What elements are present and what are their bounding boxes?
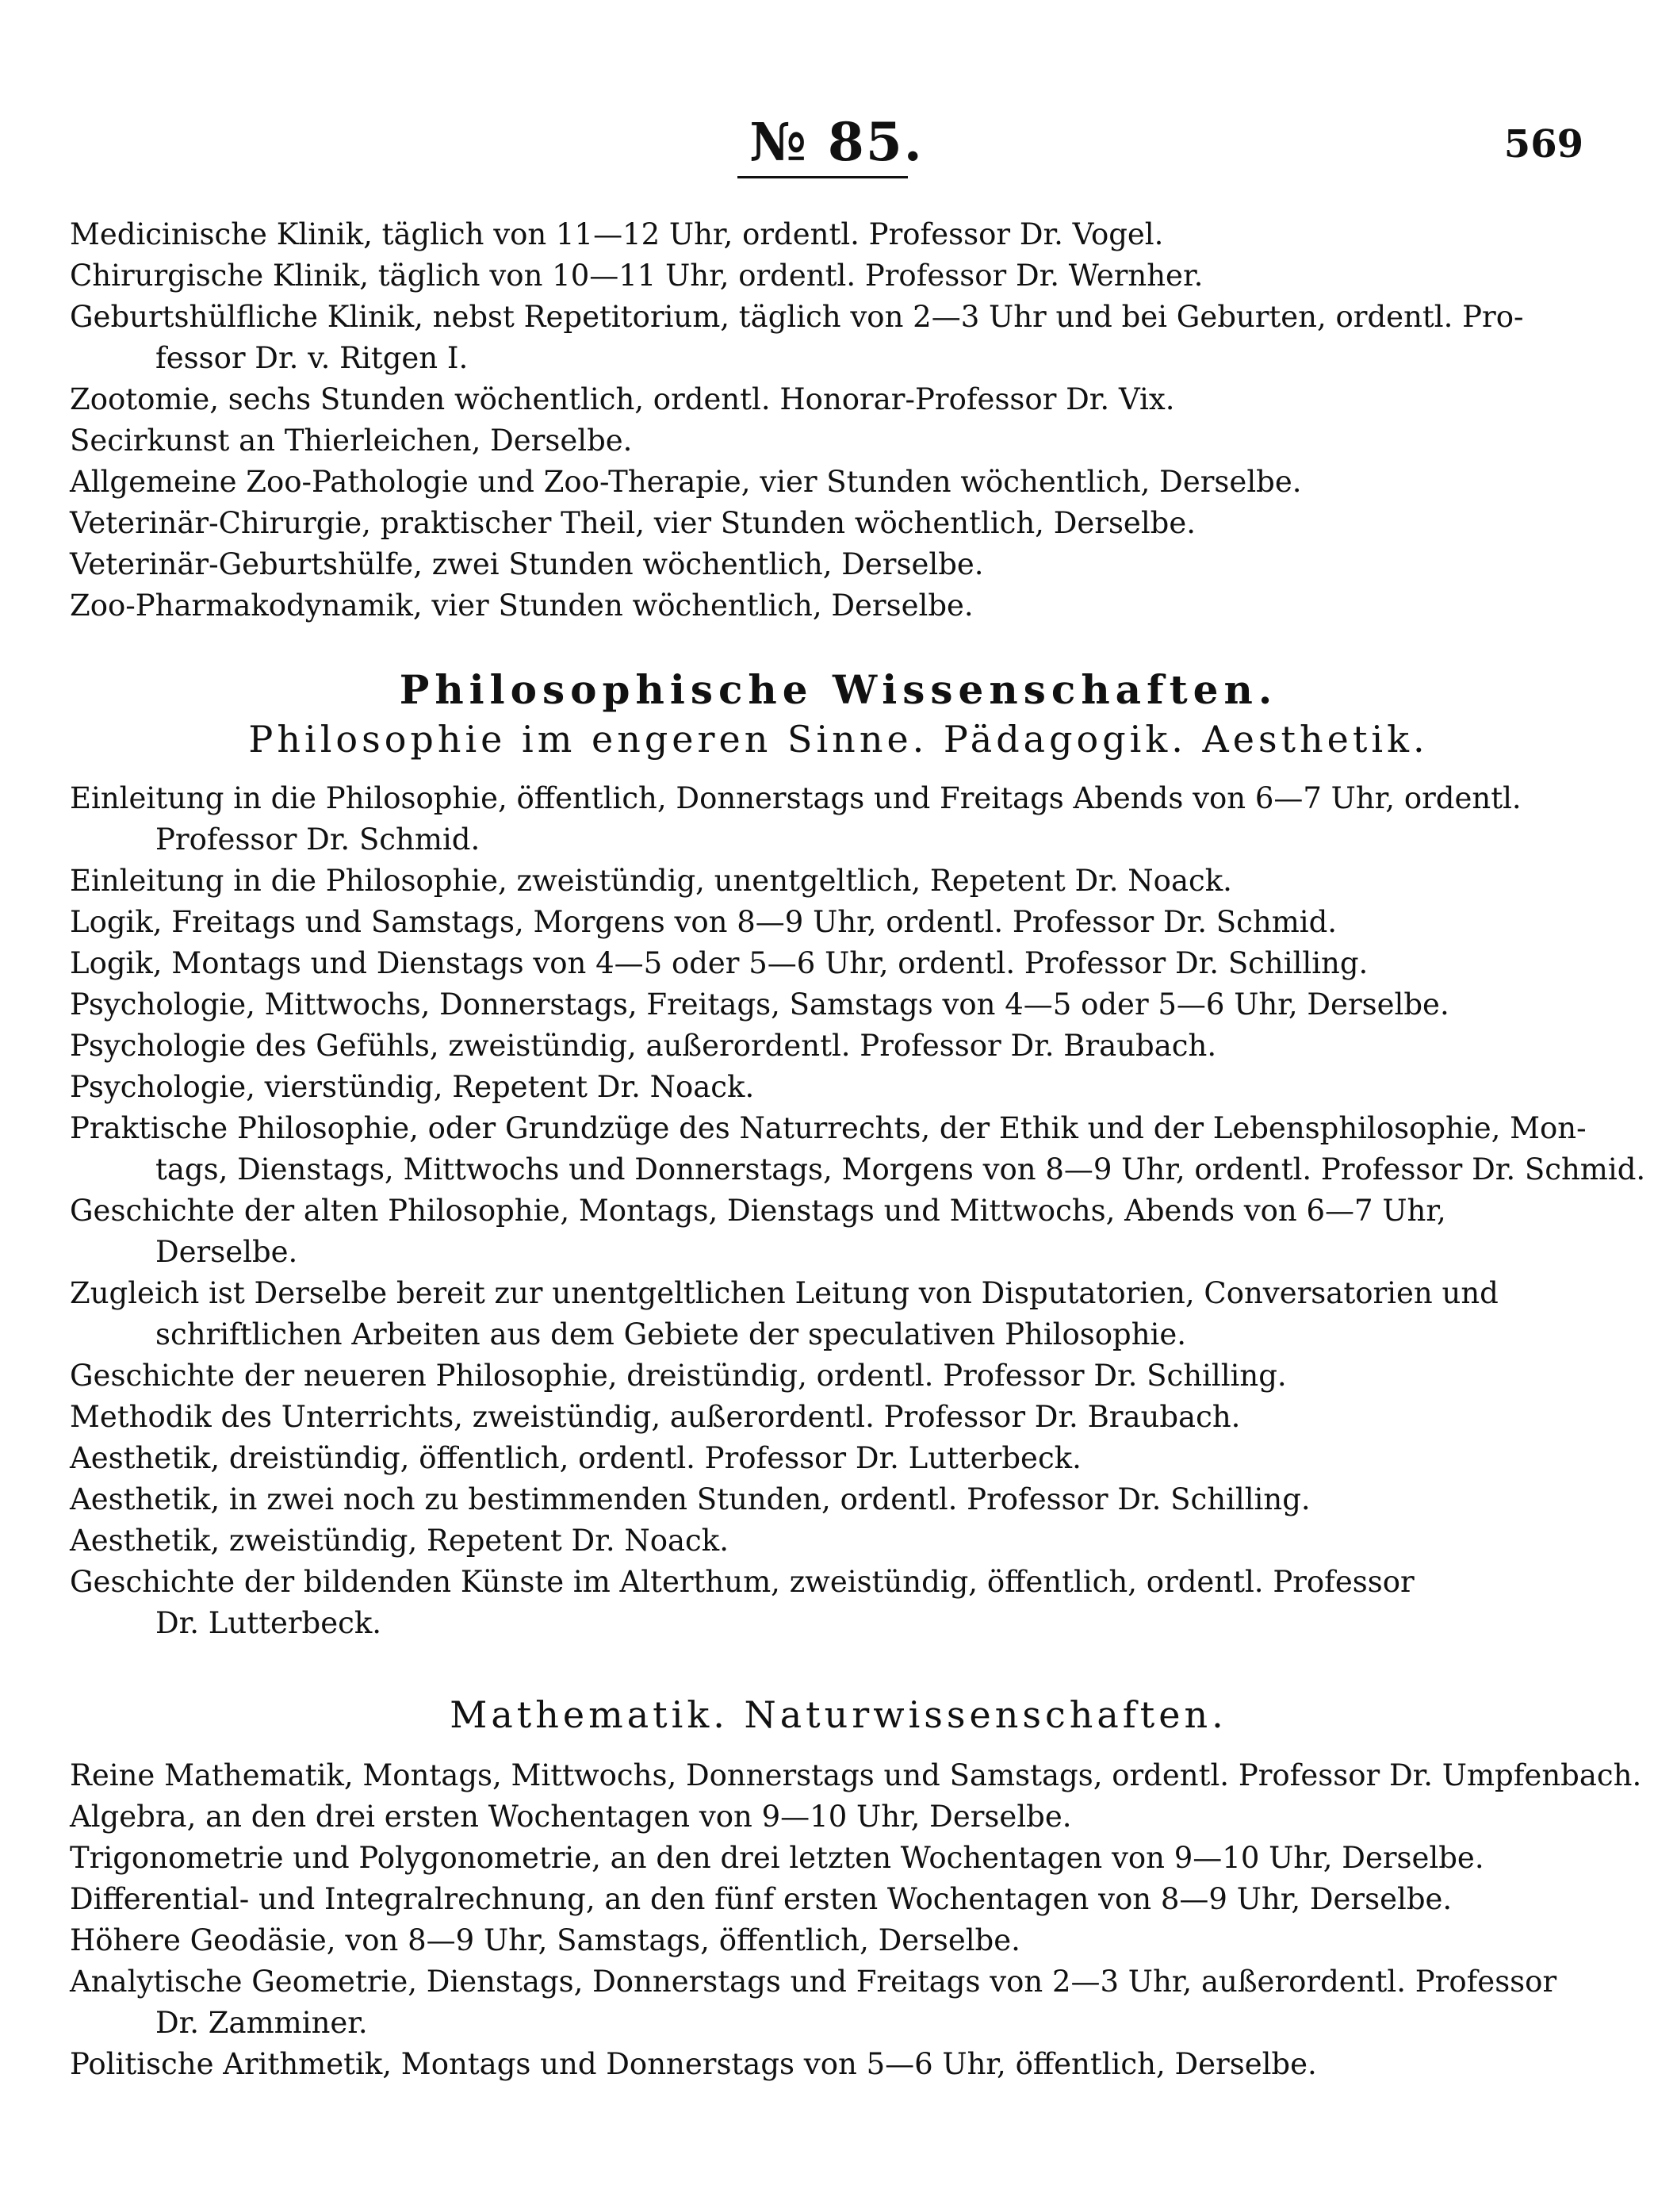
course-entry: Geschichte der alten Philosophie, Montags, Dienstags und Mittwochs, Abends von 6—7 Uhr, — [70, 1194, 1446, 1228]
course-entry: Allgemeine Zoo-Pathologie und Zoo-Therapie, vier Stunden wöchentlich, Derselbe. — [70, 465, 1302, 499]
course-entry: Zootomie, sechs Stunden wöchentlich, ordentl. Honorar-Professor Dr. Vix. — [70, 382, 1175, 416]
course-entry: Secirkunst an Thierleichen, Derselbe. — [70, 424, 633, 458]
course-entry: Geschichte der bildenden Künste im Alterthum, zweistündig, öffentlich, ordentl. Professor — [70, 1565, 1415, 1599]
mathematics-section — [0, 1693, 1677, 2085]
course-entry: Politische Arithmetik, Montags und Donnerstags von 5—6 Uhr, öffentlich, Derselbe. — [70, 2047, 1317, 2081]
course-entry: Veterinär-Geburtshülfe, zwei Stunden wöchentlich, Derselbe. — [70, 547, 984, 581]
philosophy-section — [0, 666, 1677, 1644]
course-entry: Analytische Geometrie, Dienstags, Donnerstags und Freitags von 2—3 Uhr, außerordentl. Professor — [70, 1965, 1557, 1999]
course-entry-continuation: Professor Dr. Schmid. — [155, 822, 481, 857]
page-header — [0, 111, 1677, 190]
page-number: 569 — [1503, 122, 1583, 167]
course-entry: Aesthetik, in zwei noch zu bestimmenden Stunden, ordentl. Professor Dr. Schilling. — [70, 1482, 1311, 1516]
issue-number: № 85. — [749, 111, 924, 173]
course-entry: Aesthetik, zweistündig, Repetent Dr. Noack. — [70, 1524, 729, 1558]
course-entry: Einleitung in die Philosophie, öffentlich, Donnerstags und Freitags Abends von 6—7 Uhr, ordentl. — [70, 781, 1522, 815]
course-entry: Reine Mathematik, Montags, Mittwochs, Donnerstags und Samstags, ordentl. Professor Dr. Umpfenbach. — [70, 1758, 1642, 1792]
course-entry: Einleitung in die Philosophie, zweistündig, unentgeltlich, Repetent Dr. Noack. — [70, 864, 1232, 898]
course-entry: Methodik des Unterrichts, zweistündig, außerordentl. Professor Dr. Braubach. — [70, 1400, 1241, 1434]
course-entry: Höhere Geodäsie, von 8—9 Uhr, Samstags, öffentlich, Derselbe. — [70, 1923, 1020, 1957]
course-entry-continuation: tags, Dienstags, Mittwochs und Donnerstags, Morgens von 8—9 Uhr, ordentl. Professor Dr. Schmid. — [155, 1152, 1646, 1187]
course-entry: Veterinär-Chirurgie, praktischer Theil, vier Stunden wöchentlich, Derselbe. — [70, 506, 1196, 540]
course-entry-continuation: schriftlichen Arbeiten aus dem Gebiete der speculativen Philosophie. — [155, 1317, 1187, 1351]
course-entry-continuation: Derselbe. — [155, 1235, 298, 1269]
course-entry: Geburtshülfliche Klinik, nebst Repetitorium, täglich von 2—3 Uhr und bei Geburten, ordentl. Pro- — [70, 300, 1524, 334]
course-entry: Praktische Philosophie, oder Grundzüge des Naturrechts, der Ethik und der Lebensphilosophie, Mon- — [70, 1111, 1587, 1145]
course-entry: Logik, Montags und Dienstags von 4—5 oder 5—6 Uhr, ordentl. Professor Dr. Schilling. — [70, 946, 1369, 980]
course-entry: Chirurgische Klinik, täglich von 10—11 Uhr, ordentl. Professor Dr. Wernher. — [70, 259, 1204, 293]
course-entry: Medicinische Klinik, täglich von 11—12 Uhr, ordentl. Professor Dr. Vogel. — [70, 217, 1164, 251]
course-entry: Logik, Freitags und Samstags, Morgens von 8—9 Uhr, ordentl. Professor Dr. Schmid. — [70, 905, 1338, 939]
subsection-title: Philosophie im engeren Sinne. Pädagogik. Aesthetik. — [248, 718, 1429, 761]
medicine-section — [0, 214, 1677, 627]
course-entry: Psychologie, vierstündig, Repetent Dr. Noack. — [70, 1070, 755, 1104]
course-entry: Differential- und Integralrechnung, an den fünf ersten Wochentagen von 8—9 Uhr, Derselbe. — [70, 1882, 1453, 1916]
course-entry: Trigonometrie und Polygonometrie, an den drei letzten Wochentagen von 9—10 Uhr, Derselbe. — [70, 1841, 1484, 1875]
course-entry: Psychologie, Mittwochs, Donnerstags, Freitags, Samstags von 4—5 oder 5—6 Uhr, Derselbe. — [70, 987, 1449, 1022]
course-entry: Algebra, an den drei ersten Wochentagen von 9—10 Uhr, Derselbe. — [70, 1800, 1072, 1834]
course-entry-continuation: fessor Dr. v. Ritgen I. — [155, 341, 469, 375]
subsection-title: Mathematik. Naturwissenschaften. — [450, 1693, 1227, 1736]
course-entry: Zoo-Pharmakodynamik, vier Stunden wöchentlich, Derselbe. — [70, 588, 974, 623]
course-entry: Zugleich ist Derselbe bereit zur unentgeltlichen Leitung von Disputatorien, Conversatorien und — [70, 1276, 1499, 1310]
course-entry-continuation: Dr. Lutterbeck. — [155, 1606, 382, 1640]
section-title: Philosophische Wissenschaften. — [399, 666, 1278, 713]
course-entry-continuation: Dr. Zamminer. — [155, 2006, 368, 2040]
course-entry: Aesthetik, dreistündig, öffentlich, ordentl. Professor Dr. Lutterbeck. — [70, 1441, 1082, 1475]
issue-underline — [737, 176, 908, 178]
course-entry: Psychologie des Gefühls, zweistündig, außerordentl. Professor Dr. Braubach. — [70, 1029, 1217, 1063]
course-entry: Geschichte der neueren Philosophie, dreistündig, ordentl. Professor Dr. Schilling. — [70, 1359, 1287, 1393]
